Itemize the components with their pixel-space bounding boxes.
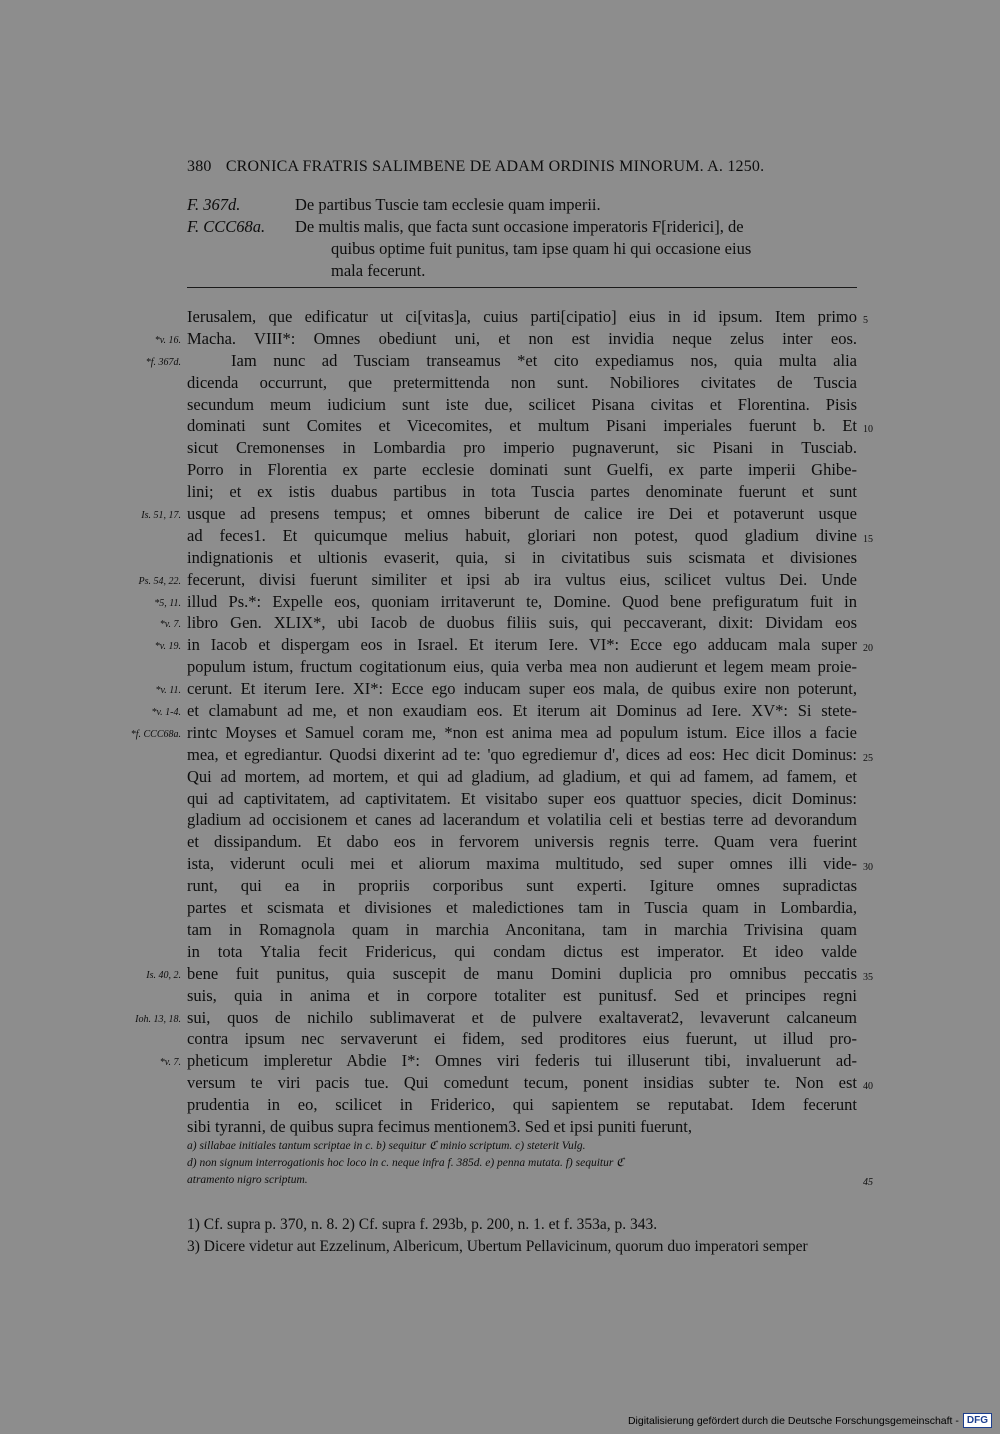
- text-line: [154, 634, 873, 656]
- margin-reference: *v. 19.: [154, 641, 181, 653]
- line-text: et dissipandum. Et dabo eos in fervorem universis regnis terre. Quam vera fuerint: [187, 832, 857, 852]
- footer-credit: [628, 1413, 992, 1428]
- line-text: lini; et ex istis duabus partibus in tota Tuscia partes denominate fuerunt et sunt: [187, 482, 857, 502]
- text-line: [146, 963, 873, 985]
- apparatus-line: [187, 1172, 873, 1189]
- footnote-line: 1) Cf. supra p. 370, n. 8. 2) Cf. supra f. 293b, p. 200, n. 1. et f. 353a, p. 343.: [187, 1216, 658, 1233]
- apparatus-line: [187, 1138, 857, 1155]
- line-number: 45: [863, 1177, 873, 1188]
- summary-line: quibus optime fuit punitus, tam ipse quam hi qui occasione eius: [331, 239, 752, 258]
- line-text: tam in Romagnola quam in marchia Anconitana, tam in marchia Trivisina quam: [187, 919, 857, 939]
- text-line: [187, 853, 873, 875]
- text-line: [187, 547, 857, 569]
- text-line: [135, 1007, 857, 1029]
- text-line: [187, 394, 857, 416]
- text-line: [145, 350, 857, 372]
- line-text: sui, quos de nichilo sublimaverat et de pulvere exaltaverat2, levaverunt calcaneum: [187, 1007, 857, 1027]
- line-text: Ierusalem, que edificatur ut ci[vitas]a, cuius parti[cipatio] eius in id ipsum. Item primo: [187, 307, 857, 326]
- chapter-summary: [187, 194, 857, 282]
- text-line: [187, 656, 857, 678]
- text-line: [159, 1050, 857, 1072]
- text-line: [187, 985, 857, 1007]
- line-text: ad feces1. Et quicumque melius habuit, gloriari non potest, quod gladium divine: [187, 525, 857, 545]
- line-text: secundum meum iudicium sunt iste due, scilicet Pisana civitas et Florentina. Pisis: [187, 394, 857, 414]
- separator-rule: [187, 287, 857, 288]
- summary-folio-ref: F. 367d.: [187, 195, 241, 214]
- summary-line: De multis malis, que facta sunt occasione imperatoris F[riderici], de: [295, 217, 744, 236]
- apparatus-text: d) non signum interrogationis hoc loco in c. neque infra f. 385d. e) penna mutata. f) sequitur ℭ: [187, 1157, 625, 1169]
- margin-reference: *v. 1-4.: [151, 707, 181, 719]
- text-line: [130, 722, 857, 744]
- text-line: [187, 525, 873, 547]
- line-text: illud Ps.*: Expelle eos, quoniam irritaverunt te, Domine. Quod bene prefiguratum fuit in: [187, 591, 857, 611]
- line-text: et clamabunt ad me, et non exaudiam eos. Et iterum ait Dominus ad Iere. XV*: Si stete-: [187, 701, 857, 721]
- line-text: dicenda occurrunt, que pretermittenda non sunt. Nobiliores civitates de Tuscia: [187, 372, 857, 392]
- line-number: 10: [863, 424, 873, 436]
- line-text: pheticum impleretur Abdie I*: Omnes viri federis tui illuserunt tibi, invaluerunt ad-: [187, 1051, 857, 1071]
- text-line: [187, 459, 857, 481]
- line-text: mea, et egrediantur. Quodsi dixerint ad te: 'quo egrediemur d', dices ad eos: Hec dicit Dominus:: [187, 744, 857, 764]
- text-line: [187, 437, 857, 459]
- line-text: contra ipsum nec servaverunt ei fidem, sed proditores eius fuerunt, ut illud pro-: [187, 1029, 857, 1049]
- line-text: qui ad captivitatem, ad captivitatem. Et visitabo super eos quattuor species, dicit Dominus:: [187, 788, 857, 808]
- line-text: Iam nunc ad Tusciam transeamus *et cito expediamus nos, quia multa alia: [231, 350, 857, 370]
- summary-line: mala fecerunt.: [331, 261, 426, 280]
- apparatus-text: atramento nigro scriptum.: [187, 1174, 308, 1186]
- line-text: ista, viderunt oculi mei et aliorum maxima multitudo, sed super omnes illi vide-: [187, 854, 857, 874]
- line-text: libro Gen. XLIX*, ubi Iacob de duobus filiis suis, qui peccaverant, dixit: Dividam eos: [187, 613, 857, 633]
- line-number: 40: [863, 1081, 873, 1093]
- text-line: [187, 306, 868, 328]
- line-text: runt, qui ea in propriis corporibus sunt experti. Igiture omnes supradictas: [187, 876, 857, 896]
- line-number: 35: [863, 971, 873, 983]
- text-line: [154, 591, 857, 613]
- text-line: [187, 897, 857, 919]
- margin-reference: Is. 40, 2.: [146, 969, 181, 981]
- line-text: versum te viri pacis tue. Qui comedunt tecum, ponent insidias subter te. Non est: [187, 1073, 857, 1093]
- margin-reference: Ps. 54, 22.: [138, 575, 181, 587]
- text-line: [187, 1116, 857, 1138]
- text-line: [187, 788, 857, 810]
- text-line: [187, 481, 857, 503]
- text-line: [154, 328, 857, 350]
- summary-folio-ref: F. CCC68a.: [187, 217, 266, 236]
- running-title: CRONICA FRATRIS SALIMBENE DE ADAM ORDINIS MINORUM. A. 1250.: [225, 158, 765, 175]
- summary-row: [187, 194, 857, 216]
- line-text: dominati sunt Comites et Vicecomites, et multum Pisani imperiales fuerunt b. Et: [187, 416, 857, 436]
- text-line: [187, 809, 857, 831]
- summary-row: [187, 216, 857, 282]
- footer-text: Digitalisierung gefördert durch die Deutsche Forschungsgemeinschaft -: [627, 1414, 959, 1427]
- margin-reference: Is. 51, 17.: [141, 510, 181, 522]
- apparatus-text: a) sillabae initiales tantum scriptae in c. b) sequitur ℭ minio scriptum. c) steterit Vulg.: [187, 1140, 586, 1152]
- text-line: [187, 372, 857, 394]
- line-text: bene fuit punitus, quia suscepit de manu Domini duplicia pro omnibus peccatis: [187, 963, 857, 983]
- text-line: [187, 415, 873, 437]
- line-text: fecerunt, divisi fuerunt similiter et ipsi ab ira vultus eius, scilicet vultus Dei. Unde: [187, 569, 857, 589]
- text-line: [187, 744, 873, 766]
- line-text: usque ad presens tempus; et omnes biberunt de calice ire Dei et potaverunt usque: [187, 504, 857, 524]
- running-header: [187, 158, 857, 176]
- line-text: suis, quia in anima et in corpore totaliter est punitusf. Sed et principes regni: [187, 985, 857, 1005]
- text-line: [138, 569, 857, 591]
- line-text: in tota Ytalia fecit Fridericus, qui condam dictus est imperator. Et ideo valde: [187, 941, 857, 961]
- text-line: [151, 700, 857, 722]
- margin-reference: *v. 16.: [154, 334, 181, 346]
- text-line: [187, 875, 857, 897]
- line-text: populum istum, fructum cogitationum eius, quia verba mea non audierunt et legem meam proie-: [187, 657, 857, 677]
- summary-line: De partibus Tuscie tam ecclesie quam imperii.: [295, 195, 601, 214]
- text-line: [187, 919, 857, 941]
- footnote-line: 3) Dicere videtur aut Ezzelinum, Albericum, Ubertum Pellavicinum, quorum duo imperatori semper: [187, 1238, 808, 1255]
- line-text: in Iacob et dispergam eos in Israel. Et iterum Iere. VI*: Ecce ego adducam mala super: [187, 635, 857, 655]
- text-line: [155, 678, 857, 700]
- margin-reference: *v. 11.: [155, 685, 181, 697]
- main-text: [130, 306, 873, 1138]
- line-text: sicut Cremonenses in Lombardia pro imperio pugnaverunt, sic Pisani in Tusciab.: [187, 438, 857, 458]
- margin-reference: *f. 367d.: [145, 356, 181, 368]
- text-line: [141, 503, 857, 525]
- line-text: sibi tyranni, de quibus supra fecimus mentionem3. Sed et ipsi puniti fuerunt,: [187, 1116, 693, 1136]
- line-text: Porro in Florentia ex parte ecclesie dominati sunt Guelfi, ex parte imperii Ghibe-: [187, 460, 857, 480]
- line-text: partes et scismata et divisiones et maledictiones tam in Tuscia quam in Lombardia,: [187, 898, 857, 918]
- line-number: 25: [863, 752, 873, 764]
- line-text: rintc Moyses et Samuel coram me, *non est anima mea ad populum istum. Eice illos a facie: [187, 722, 857, 742]
- margin-reference: *v. 7.: [159, 619, 181, 631]
- page-number: 380: [187, 158, 212, 175]
- margin-reference: Ioh. 13, 18.: [135, 1013, 181, 1025]
- margin-reference: *v. 7.: [159, 1057, 181, 1069]
- line-text: indignationis et ultionis evaserit, quia, si in civitatibus suis scismata et divisiones: [187, 547, 857, 567]
- line-text: cerunt. Et iterum Iere. XI*: Ecce ego inducam super eos mala, de quibus exire non poterunt,: [187, 679, 857, 699]
- line-text: Qui ad mortem, ad mortem, et qui ad gladium, ad gladium, et qui ad famem, ad famem, et: [187, 766, 857, 786]
- text-line: [159, 612, 857, 634]
- text-line: [187, 1072, 873, 1094]
- margin-reference: *f. CCC68a.: [130, 728, 181, 740]
- margin-reference: *5, 11.: [154, 597, 181, 609]
- line-number: 5: [863, 315, 868, 326]
- footnotes: [187, 1214, 857, 1258]
- text-line: [187, 766, 857, 788]
- line-text: prudentia in eo, scilicet in Friderico, qui sapientem se reputabat. Idem fecerunt: [187, 1095, 857, 1115]
- critical-apparatus: [187, 1138, 873, 1189]
- text-line: [187, 941, 857, 963]
- dfg-logo: DFG: [963, 1413, 992, 1428]
- line-number: 20: [863, 643, 873, 655]
- line-number: 15: [863, 533, 873, 545]
- text-line: [187, 831, 857, 853]
- line-number: 30: [863, 862, 873, 874]
- line-text: gladium ad occisionem et canes ad lacerandum et volatilia celi et bestias terre ad devorandum: [187, 810, 857, 830]
- line-text: Macha. VIII*: Omnes obediunt uni, et non est invidia neque zelus inter eos.: [187, 328, 857, 348]
- text-line: [187, 1094, 857, 1116]
- text-line: [187, 1028, 857, 1050]
- apparatus-line: [187, 1155, 857, 1172]
